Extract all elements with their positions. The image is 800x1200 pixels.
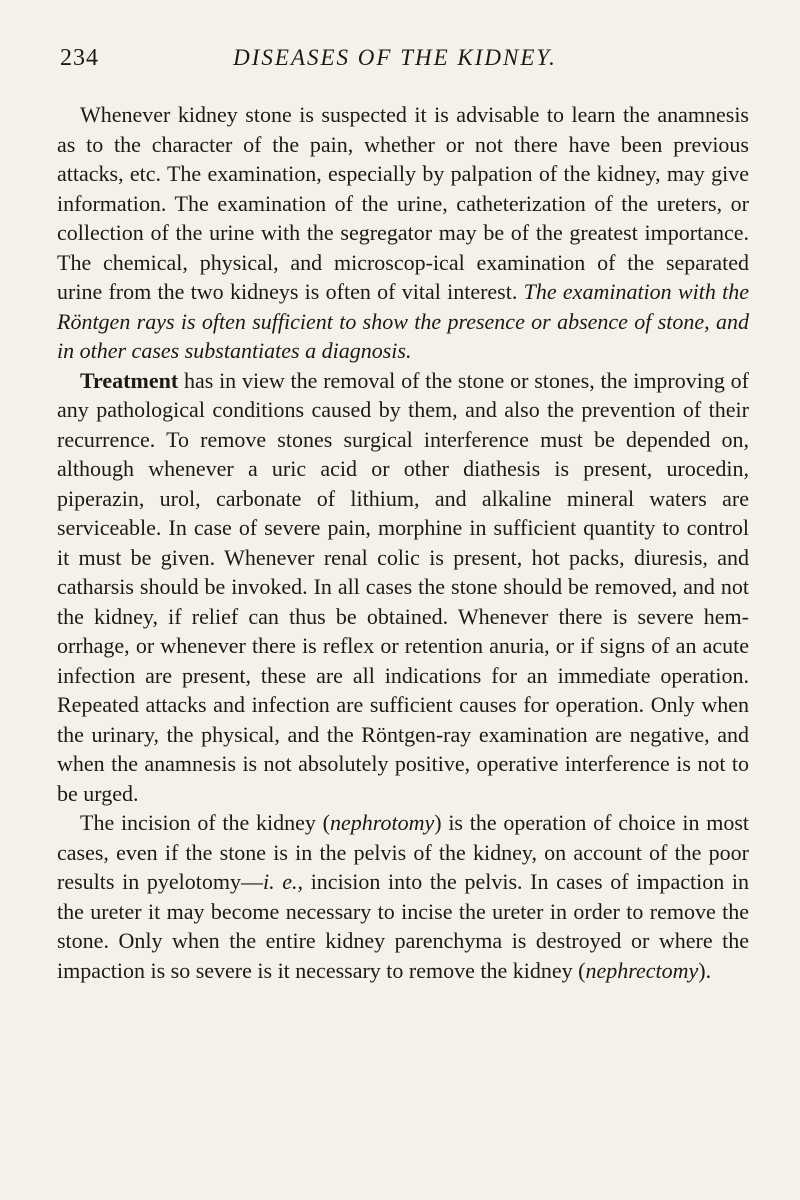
page-number: 234 (60, 45, 99, 71)
body-text (57, 100, 749, 985)
paragraph-text: incision into the pelvis. In cases of impaction in the ureter it may become necessary to incise the ureter in order to remove the stone. Only when the entire kidney parenchyma is destroyed or where the impaction is so severe is it necessary to remove the kidney ( (57, 869, 749, 983)
italic-statement: The examination with the Röntgen rays is often sufficient to show the presence or absence of stone, and in other cases substantiates a diagnosis. (57, 279, 750, 363)
running-title: DISEASES OF THE KIDNEY. (233, 45, 557, 70)
treatment-heading: Treatment (80, 367, 179, 393)
paragraph-text: Whenever kidney stone is suspected it is advisable to learn the anamnesis as to the character of the pain, whether or not there have been previous attacks, etc. The examination, especially by palpation of the kidney, may give information. The examination of the urine, catheterization of the ureters, or collection of the urine with the segregator may be of the greatest importance. The chemical, physical, and microscop-ical examination of the separated urine from the two kidneys is often of vital interest. (57, 102, 749, 304)
paragraph-text: has in view the removal of the stone or stones, the improving of any pathological conditions caused by them, and also the prevention of their recurrence. To remove stones surgical interference must be depended on, although whenever a uric acid or other diathesis is present, urocedin, piperazin, urol, carbonate of lithium, and alkaline mineral waters are serviceable. In case of severe pain, morphine in sufficient quantity to control it must be given. Whenever renal colic is present, hot packs, diuresis, and catharsis should be invoked. In all cases the stone should be removed, and not the kidney, if relief can thus be obtained. Whenever there is severe hem-orrhage, or whenever there is reflex or retention anuria, or if signs of an acute infection are present, these are all indications for an immediate operation. Repeated attacks and infection are sufficient causes for operation. Only when the urinary, the physical, and the Röntgen-ray examination are negative, and when the anamnesis is not absolutely positive, operative interference is not to be urged. (57, 367, 749, 806)
paragraph-operation (57, 808, 749, 985)
term-nephrotomy: nephrotomy (329, 810, 435, 835)
page-header (60, 38, 750, 78)
term-nephrectomy: nephrectomy (585, 957, 699, 983)
paragraph-text: ). (698, 957, 712, 983)
paragraph-text: ) is the operation of choice in most cases, even if the stone is in the pelvis of the kidney, on account of the poor results in pyelotomy— (57, 810, 749, 894)
paragraph-treatment (57, 366, 749, 809)
abbrev-ie: i. e., (262, 869, 304, 894)
paragraph-diagnosis (57, 100, 749, 366)
paragraph-text: The incision of the kidney ( (80, 810, 330, 835)
